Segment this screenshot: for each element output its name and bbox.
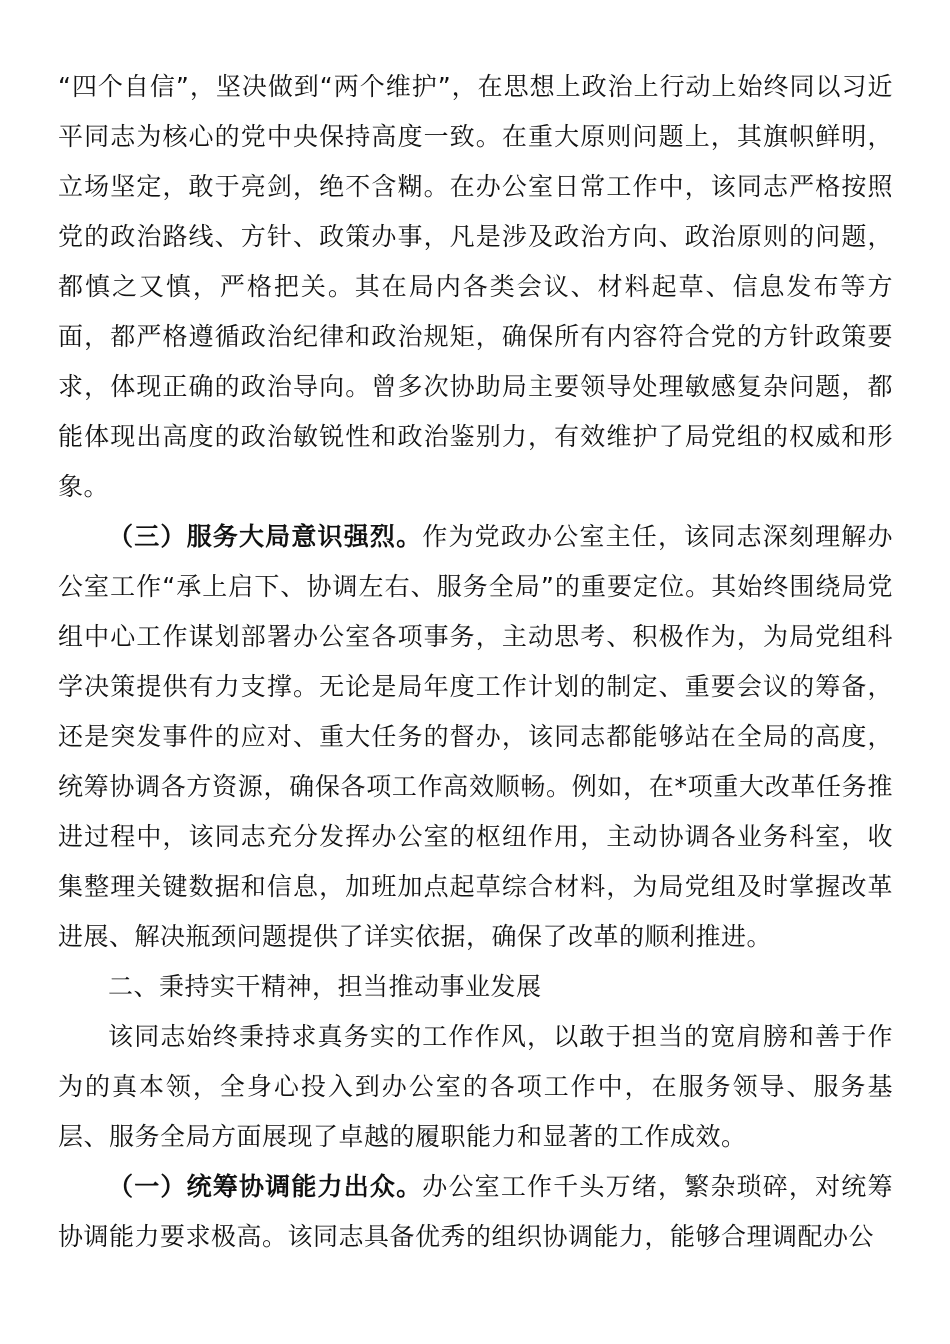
paragraph-subsection-1 xyxy=(58,1162,893,1262)
section-heading-text: 二、秉持实干精神，担当推动事业发展 xyxy=(108,972,542,1001)
paragraph-text: 办公室工作千头万绪，繁杂琐碎，对统筹协调能力要求极高。该同志具备优秀的组织协调能力，能够合理调配办公 xyxy=(58,1172,893,1251)
paragraph-subsection-3 xyxy=(58,512,893,962)
paragraph-text: “四个自信”，坚决做到“两个维护”，在思想上政治上行动上始终同以习近平同志为核心的党中央保持高度一致。在重大原则问题上，其旗帜鲜明，立场坚定，敢于亮剑，绝不含糊。在办公室日常工作中，该同志严格按照党的政治路线、方针、政策办事，凡是涉及政治方向、政治原则的问题，都慎之又慎，严格把关。其在局内各类会议、材料起草、信息发布等方面，都严格遵循政治纪律和政治规矩，确保所有内容符合党的方针政策要求，体现正确的政治导向。曾多次协助局主要领导处理敏感复杂问题，都能体现出高度的政治敏锐性和政治鉴别力，有效维护了局党组的权威和形象。 xyxy=(58,72,893,501)
paragraph-continuation xyxy=(58,62,893,512)
paragraph-text: 该同志始终秉持求真务实的工作作风，以敢于担当的宽肩膀和善于作为的真本领，全身心投入到办公室的各项工作中，在服务领导、服务基层、服务全局方面展现了卓越的履职能力和显著的工作成效。 xyxy=(58,1022,893,1151)
paragraph-text: 作为党政办公室主任，该同志深刻理解办公室工作“承上启下、协调左右、服务全局”的重要定位。其始终围绕局党组中心工作谋划部署办公室各项事务，主动思考、积极作为，为局党组科学决策提供有力支撑。无论是局年度工作计划的制定、重要会议的筹备，还是突发事件的应对、重大任务的督办，该同志都能够站在全局的高度，统筹协调各方资源，确保各项工作高效顺畅。例如，在*项重大改革任务推进过程中，该同志充分发挥办公室的枢纽作用，主动协调各业务科室，收集整理关键数据和信息，加班加点起草综合材料，为局党组及时掌握改革进展、解决瓶颈问题提供了详实依据，确保了改革的顺利推进。 xyxy=(58,522,893,951)
subsection-heading: （一）统筹协调能力出众。 xyxy=(108,1172,423,1201)
subsection-heading: （三）服务大局意识强烈。 xyxy=(108,522,423,551)
document-body xyxy=(58,62,893,1262)
paragraph-body xyxy=(58,1012,893,1162)
section-heading-2 xyxy=(58,962,893,1012)
